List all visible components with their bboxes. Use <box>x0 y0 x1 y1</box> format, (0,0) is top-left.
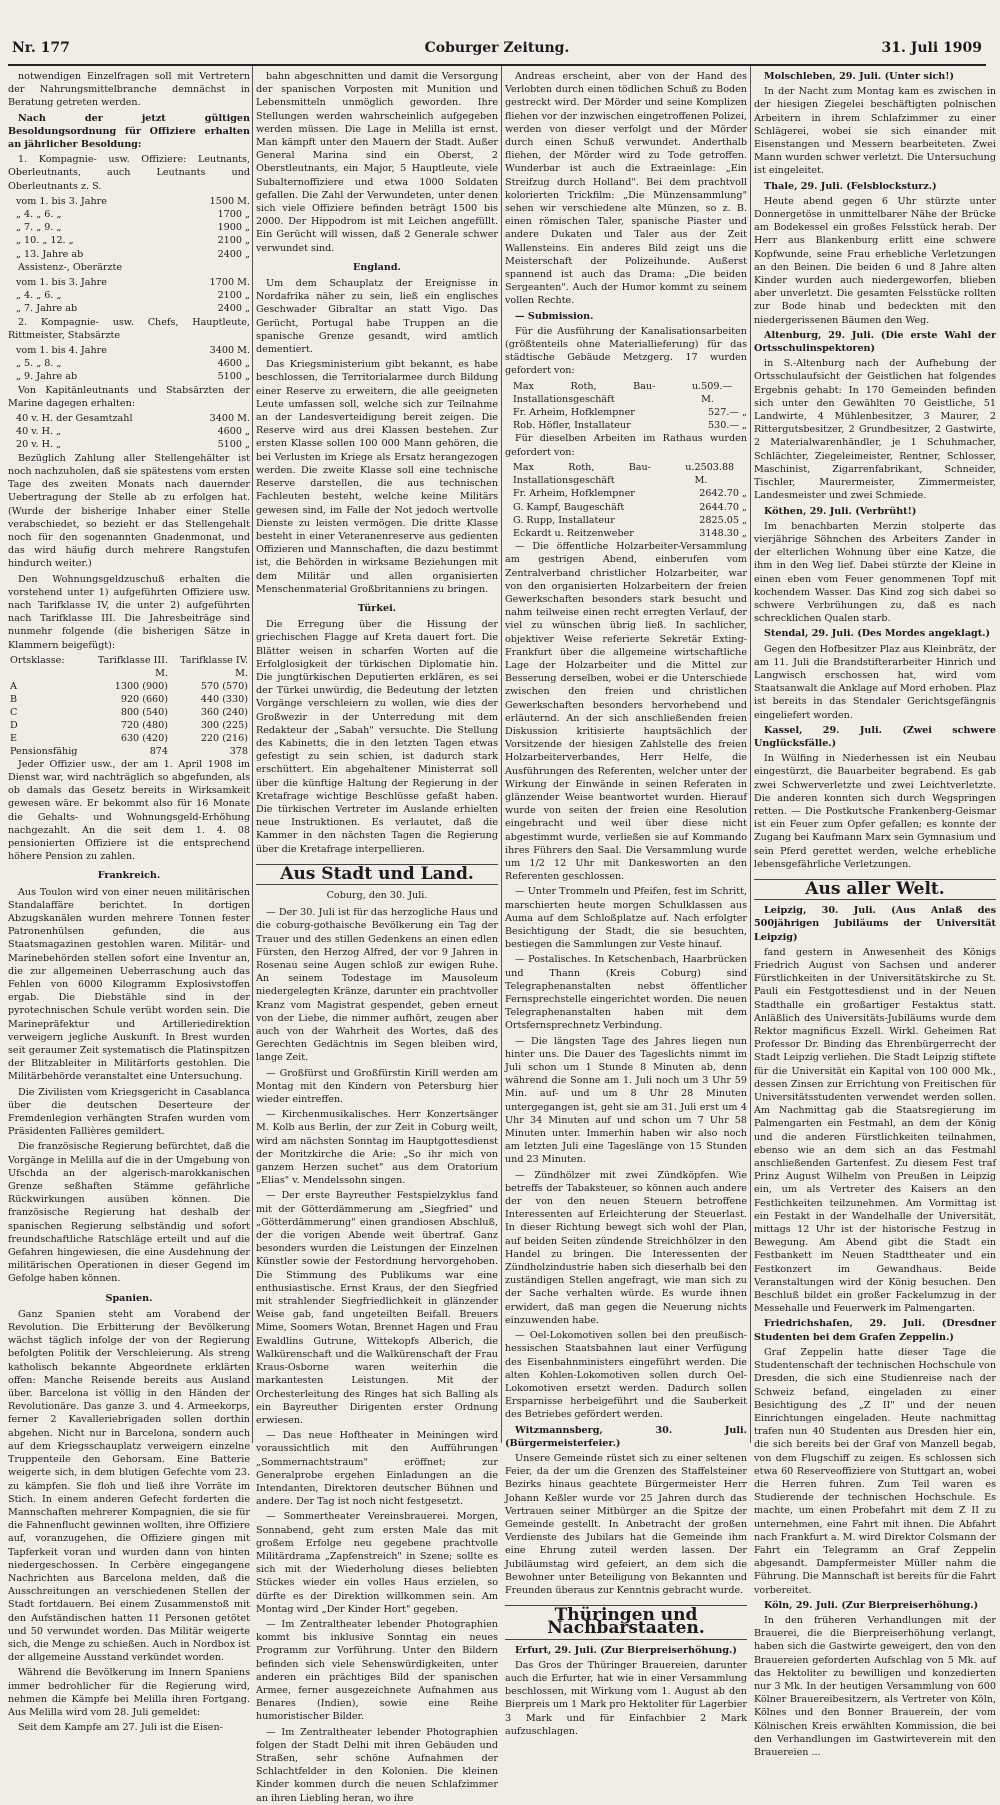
table-header-row: Ortsklasse: Tarifklasse III. Tarifklasse IV. <box>10 654 248 666</box>
article-heading: — Submission. <box>515 310 594 322</box>
issue-number: Nr. 177 <box>12 40 70 56</box>
salary-row: „ 7. Jahre ab 2400 „ <box>16 303 250 315</box>
paragraph: Ganz Spanien steht am Vorabend der Revolution. Die Erbitterung der Bevölkerung wächst täglich infolge der von der Regierung befolgten Politik der Verschleierung. Als streng katholisch bekannte Abgeordnete erklärten offen: Manche Reisende bereits aus Ausland über. Barcelona ist völlig in den Händen der Revolutionäre. Das ganze 3. und 4. Armeekorps, ferner 2 Kavalleriebrigaden sollen dorthin abgehen. Nicht nur in Barcelona, sondern auch auf dem Kriegsschauplatz verweigern einzelne Truppenteile den Gehorsam. Eine Batterie weigerte sich, in dem blutigen Gefechte vom 23. zu kämpfen. Sie floh und ließ ihre Vorräte im Stich. In einem anderen Gefecht forderten die Mannschaften mehrerer Kompagnien, die sie für die Fahnenflucht gewinnen wollten, ihre Offiziere auf, voranzugehen, die Offiziere gingen mit Tapferkeit voran und wurden dann von hinten niedergeschossen. In Cerbère eingegangene Nachrichten aus Barcelona melden, daß die Ausschreitungen an verschiedenen Stellen der Stadt fortdauern. Bei einem Zusammenstoß mit den Aufständischen hatten 11 Personen getötet und 50 verwundet worden. Das Militär weigerte sich, die Menge zu schießen. Auch in Nordbox ist der allgemeine Ausstand verkündet worden. <box>8 1308 250 1664</box>
article-heading: Molschleben, 29. Juli. (Unter sich!) <box>764 71 955 82</box>
paragraph: bahn abgeschnitten und damit die Versorgung der spanischen Vorposten mit Munition und Lebensmitteln unmöglich geworden. Ihre Stellungen werden wahrscheinlich aufgegeben werden müssen. Die Lage in Melilla ist ernst. Man kämpft unter den Mauern der Stadt. Außer General Marina sind ein Oberst, 2 Oberstleutnants, ein Major, 5 Hauptleute, viele Subalternoffiziere und etwa 1000 Soldaten gefallen. Die Zahl der Verwundeten, unter denen sich viele Offiziere befinden beträgt 1500 bis 2000. Der Hippodrom ist mit Leichen angefüllt. Ein Gerücht will wissen, daß 2 Generale schwer verwundet sind. <box>256 71 498 254</box>
column-1 <box>8 70 250 1734</box>
section-heading-frankreich: Frankreich. <box>97 870 161 882</box>
column-4 <box>754 70 996 1758</box>
bid-row: G. Kampf, Baugeschäft 2644.70 „ <box>513 501 747 513</box>
section-title-aus-aller-welt: Aus aller Welt. <box>754 879 996 900</box>
article-heading: Kassel, 29. Juli. (Zwei schwere Unglücksfälle.) <box>754 724 996 749</box>
paragraph: Bezüglich Zahlung aller Stellengehälter ist noch nachzuholen, daß sie spätestens vom ersten Tage des zweiten Monats nach dauernder Uebertragung der Stelle ab zu erfolgen hat. (Wurde der bisherige Inhaber einer Stelle verabschiedet, so bezieht er das Stellengehalt noch für den sogenannten Gnadenmonat, und das wird häufig durch mehrere Rangstufen hindurch weiter.) <box>8 452 250 570</box>
paragraph: — Der 30. Juli ist für das herzogliche Haus und die coburg-gothaische Bevölkerung ein Tag der Trauer und des stillen Gedenkens an einen edlen Fürsten, den Herzog Alfred, der vor 9 Jahren in Rosenau seine Augen schloß zur ewigen Ruhe. An seinem Todestage im Mausoleum niedergelegten Kränze, darunter ein prachtvoller Kranz vom Magistrat gespendet, geben erneut von der Liebe, die nimmer aufhört, zeugen aber auch von der Wahrheit des Wortes, daß des Gerechten Gedächtnis im Segen bleiben wird, lange Zeit. <box>256 907 498 1064</box>
paragraph: — Der erste Bayreuther Festspielzyklus fand mit der Götterdämmerung am „Siegfried" und „Götterdämmerung" einen grandiosen Abschluß, der die vorigen Abende weit übertraf. Ganz besonders wurden die Leistungen der Einzelnen Künstler sowie der Festordnung hervorgehoben. Die Stimmung des Publikums war eine enthusiastische. Ernst Kraus, der den Siegfried mit strahlender Siegfriedlichkeit in glänzender Weise gab, fand ungeteilten Beifall. Breuers Mime, Soomers Wotan, Brennet Hagen und Frau Ewaldlins Gutrune, Wittekopfs Alberich, die Walkürenschaft und die Walkürenschaft der Frau Kraus-Osborne waren weiterhin die markantesten Leistungen. Mit der Orchesterleitung des Ringes hat sich Balling als ein Bayreuther Dirigenten erster Ordnung erwiesen. <box>256 1190 498 1426</box>
masthead <box>8 36 986 66</box>
article-heading: Nach der jetzt gültigen Besoldungsordnung für Offiziere erhalten an jährlicher Besoldung: <box>8 112 250 151</box>
column-rule <box>501 66 502 1443</box>
paragraph: In der Nacht zum Montag kam es zwischen in der hiesigen Ziegelei beschäftigten polnischen Arbeitern in ihrem Schlafzimmer zu einer Schlägerei, wobei sie sich einander mit Eisenstangen und Messern bearbeiteten. Zwei Mann wurden schwer verletzt. Die Untersuchung ist eingeleitet. <box>754 86 996 177</box>
paragraph: — Im Zentraltheater lebender Photographien kommt bis inklusive Sonntag ein neues Programm zur Vorführung. Unter den Bildern befinden sich viele Sehenswürdigkeiten, unter anderen ein prächtiges Bild der spanischen Armee, ferner ausgezeichnete Aufnahmen aus Benares (Indien), sowie eine Reihe humoristischer Bilder. <box>256 1618 498 1723</box>
paragraph: Unsere Gemeinde rüstet sich zu einer seltenen Feier, da der um die Grenzen des Staffelsteiner Bezirks hinaus geachtete Bürgermeister Herr Johann Keßler wurde vor 25 Jahren durch das Vertrauen seiner Mitbürger an die Spitze der Gemeinde gestellt. In Anbetracht der großen Verdienste des Jubilars hat die Gemeinde ihm eine Ehrung zuteil werden lassen. Der Jubiläumstag wird gefeiert, an dem sich die Bewohner unter Beteiligung von Bekannten und Freunden überaus zur Kenntnis gebracht wurde. <box>505 1452 747 1596</box>
article-heading: Köthen, 29. Juli. (Verbrüht!) <box>764 505 917 517</box>
column-rule <box>252 66 253 1443</box>
paragraph: Die französische Regierung befürchtet, daß die Vorgänge in Melilla auf die in der Umgebung von Ufschda an der algerisch-marokkanischen Grenze seßhaften Stämme gefährliche Rückwirkungen ausüben können. Die französische Regierung hat deshalb der spanischen Regierung selbständig und sofort freundschaftliche Ratschläge erteilt und auf die Gefahren hingewiesen, die eine Ausdehnung der militärischen Operationen in dieser Gegend im Gefolge haben können. <box>8 1141 250 1285</box>
bid-row: Rob. Höfler, Installateur 530.— „ <box>513 420 747 432</box>
paragraph: Während die Bevölkerung im Innern Spaniens immer bedrohlicher für die Regierung wird, nehmen die Kämpfe bei Melilla ihren Fortgang. Aus Melilla wird vom 28. Juli gemeldet: <box>8 1667 250 1718</box>
paragraph: Graf Zeppelin hatte dieser Tage die Studentenschaft der technischen Hochschule von Dresden, die sich eine Studienreise nach der Schweiz befand, eingeladen zu einer Besichtigung des „Z II" und der neuen Einrichtungen eingeladen. Heute nachmittag trafen nun 40 Studenten aus Dresden hier ein, die sich bereits bei der Graf von Manzell begab, von dem Flugschiff zu zeigen. Es schlossen sich etwa 60 Reserveoffiziere von Stuttgart an, wobei die Herren fuhren. Zum Teil waren es Studierende der technischen Hochschule. Es machte, um einen Probefahrt mit dem Z II zu unternehmen, eine Fahrt mit ihnen. Die Abfahrt nach Frankfurt a. M. wird Direktor Colsmann der Fahrt ein Telegramm an Graf Zeppelin abgesandt. Dampfermeister Müller nahm die Führung. Die Mannschaft ist bereits für die Fahrt vorbereitet. <box>754 1346 996 1596</box>
salary-row: „ 5. „ 8. „ 4600 „ <box>16 358 250 370</box>
paragraph: Das Gros der Thüringer Brauereien, darunter auch die Erfurter, hat wie in einer Versammlung beschlossen, mit Wirkung vom 1. August ab den Bierpreis um 1 Mark pro Hektoliter für Lagerbier 3 Mark und für Einfachbier 2 Mark aufzuschlagen. <box>505 1659 747 1737</box>
bid-row: Fr. Arheim, Hofklempner 2642.70 „ <box>513 488 747 500</box>
paragraph: Um dem Schauplatz der Ereignisse in Nordafrika näher zu sein, ließ ein englisches Geschwader Gibraltar an statt Vigo. Das Gerücht, Portugal habe Truppen an die spanische Grenze gesandt, wird amtlich dementiert. <box>256 278 498 356</box>
salary-list <box>8 276 250 316</box>
paragraph: Aus Toulon wird von einer neuen militärischen Standalaffäre berichtet. In dortigen Abzugskanälen wurden mehrere Tonnen fester Patronenhülsen gefunden, die aus Staatsmagazinen gestohlen waren. Militär- und Marinebehörden stellen sofort eine Inventur an, die zur allgemeinen Ueberraschung auch das Fehlen von 6000 Kilogramm Explosivstoffen ergab. Die Diebstähle sind in der pyrotechnischen Schule verübt worden sein. Die Marinepräfektur und Artilleriedirektion verweigern jegliche Auskunft. In Brest wurden seit geraumer Zeit systematisch die Platinspitzen der Blitzableiter in Militärforts gestohlen. Die Militärbehörde veranstaltet eine Untersuchung. <box>8 886 250 1083</box>
paragraph: Von Kapitänleutnants und Stabsärzten der Marine dagegen erhalten: <box>8 384 250 409</box>
paragraph: In den früheren Verhandlungen mit der Brauerei, die die Bierpreiserhöhung verlangt, haben sich die Gastwirte geweigert, den von den Brauereien geforderten Aufschlag von 5 Mk. auf das Hektoliter zu bewilligen und konzedierten nur 3 Mk. In der heutigen Versammlung von 600 Kölner Brauereibesitzern, als Vertreter von Köln, Kölnes und den Bonner Brauerein, der vom Kölnischen Kreis erwählten Kommission, die bei den Verhandlungen im Gastwirteverein mit den Brauereien ... <box>754 1614 996 1758</box>
article-heading: Erfurt, 29. Juli. (Zur Bierpreiserhöhung.) <box>515 1644 737 1656</box>
article-heading: Stendal, 29. Juli. (Des Mordes angeklagt.) <box>764 628 991 640</box>
section-heading-tuerkei: Türkei. <box>357 602 397 614</box>
paragraph: In Wülfing in Niederhessen ist ein Neubau eingestürzt, die Bauarbeiter begrabend. Es gab zwei Schwerverletzte und zwei Leichtverletzte. Die anderen konnten sich durch Wegspringen retten. — Die Postkutsche Frankenberg-Geismar ist ein Feuer zum Opfer gefallen; es konnte der Zugang bei Kaufmann Marx sein Gymnasium und sein Pferd gerettet werden, welche erhebliche lebensgefährliche Verletzungen. <box>754 753 996 870</box>
salary-row: vom 1. bis 4. Jahre 3400 M. <box>16 345 250 357</box>
paragraph: — Oel-Lokomotiven sollen bei den preußisch-hessischen Staatsbahnen laut einer Verfügung des Eisenbahnministers eingeführt werden. Die alten Kohlen-Lokomotiven sollen durch Oel-Lokomotiven ersetzt werden. Dadurch sollen Ersparnisse herbeigeführt und die Sauberkeit des Betriebes gefördert werden. <box>505 1330 747 1421</box>
salary-row: „ 7. „ 9. „ 1900 „ <box>16 222 250 234</box>
bid-row: Max Roth, Bau- u. Installationsgeschäft 509.— M. <box>513 380 733 405</box>
salary-row: 40 v. H. „ 4600 „ <box>16 426 250 438</box>
paragraph: — Großfürst und Großfürstin Kirill werden am Montag mit den Kindern von Petersburg hier wieder eintreffen. <box>256 1067 498 1106</box>
paragraph: Im benachbarten Merzin stolperte das vierjährige Söhnchen des Arbeiters Zander in der elterlichen Wohnung über eine Katze, die ihm in den Weg lief. Dabei stürzte der Kleine in einen eben vom Feuer genommenen Topf mit kochendem Wasser. Das Kind zog sich dabei so schwere Verbrühungen zu, daß es nach schrecklichen Qualen starb. <box>754 520 996 625</box>
salary-row: „ 4. „ 6. „ 2100 „ <box>16 290 250 302</box>
section-title-stadt-und-land: Aus Stadt und Land. <box>256 864 498 885</box>
salary-row: „ 9. Jahre ab 5100 „ <box>16 371 250 383</box>
bid-list <box>505 461 747 540</box>
salary-row: 20 v. H. „ 5100 „ <box>16 439 250 451</box>
salary-row: „ 4. „ 6. „ 1700 „ <box>16 209 250 221</box>
salary-list <box>8 412 250 452</box>
salary-row: vom 1. bis 3. Jahre 1500 M. <box>16 195 250 207</box>
paragraph: Gegen den Hofbesitzer Plaz aus Kleinbrätz, der am 11. Juli die Brandstifterarbeiter Hinrich und Langwisch erschossen hat, wird vom Staatsanwalt die Anklage auf Mord erhoben. Plaz ist bereits in das Stendaler Gerichtsgefängnis eingeliefert worden. <box>754 643 996 721</box>
column-rule <box>750 66 751 1443</box>
section-heading-spanien: Spanien. <box>105 1292 153 1304</box>
paragraph: in S.-Altenburg nach der Aufhebung der Ortsschulaufsicht der Geistlichen hat folgendes Ergebnis gehabt: In 170 Gemeinden befinden sich unter den Gewählten 70 Geistliche, 51 Landwirte, 4 Mühlenbesitzer, 3 Maurer, 2 Rittergutsbesitzer, 2 Grundbesitzer, 2 Gastwirte, 2 Materialwarenhändler, je 1 Schuhmacher, Schlächter, Ziegeleimeister, Rentner, Schlosser, Maschinist, Zigarrenfabrikant, Schneider, Tischler, Maurermeister, Zimmermeister, Landesmeister und zwei Schmiede. <box>754 358 996 502</box>
salary-row: vom 1. bis 3. Jahre 1700 M. <box>16 277 250 289</box>
paragraph: — Die längsten Tage des Jahres liegen nun hinter uns. Die Dauer des Tageslichts nimmt im Juli schon um 1 Stunde 8 Minuten ab, denn während die Sonne am 1. Juli noch um 3 Uhr 59 Min. auf- und um 8 Uhr 28 Minuten untergegangen ist, geht sie am 31. Juli erst um 4 Uhr 34 Minuten auf und schon um 7 Uhr 58 Minuten unter. Immerhin haben wir also noch am letzten Juli eine Tageslänge von 15 Stunden und 23 Minuten. <box>505 1035 747 1166</box>
table-row: B 920 (660) 440 (330) <box>10 693 248 705</box>
paragraph: — Kirchenmusikalisches. Herr Konzertsänger M. Kolb aus Berlin, der zur Zeit in Coburg weilt, wird am nächsten Sonntag im Hauptgottesdienst der Moritzkirche die Arie: „So ihr mich von ganzem Herzen suchet" aus dem Oratorium „Elias" v. Mendelssohn singen. <box>256 1109 498 1187</box>
paragraph: Die Erregung über die Hissung der griechischen Flagge auf Kreta dauert fort. Die Blätter weisen in scharfen Worten auf die Erfolglosigkeit der türkischen Diplomatie hin. Die jungtürkischen Deputierten erklären, es sei der Türkei unwürdig, die Bedeutung der letzten Vorgänge verschleiern zu wollen, wie dies der Großwezir in der Unterredung mit dem Redakteur der „Sabah" versuchte. Die Stellung des Kabinetts, die in den letzten Tagen etwas gefestigt zu sein schien, ist dadurch stark erschüttert. Ein abgehaltener Ministerrat soll über die künftige Haltung der Regierung in der Kretafrage wichtige Beschlüsse gefaßt haben. Die türkischen Vertreter im Auslande erhielten neue Instruktionen. Es verlautet, daß die Kammer in den nächsten Tagen die Regierung über die Kretafrage interpellieren. <box>256 619 498 855</box>
paragraph: Den Wohnungsgeldzuschuß erhalten die vorstehend unter 1) aufgeführten Offiziere usw. nach Tarifklasse IV, die unter 2) aufgeführten nach Tarifklasse III. Die Jahresbeiträge sind nunmehr folgende (die bisherigen Sätze in Klammern beigefügt): <box>8 573 250 651</box>
section-title-thueringen: Thüringen und Nachbarstaaten. <box>505 1605 747 1639</box>
bid-row: Fr. Arheim, Hofklempner 527.— „ <box>513 407 747 419</box>
table-footer-row: Pensionsfähig 874 378 <box>10 745 248 757</box>
newspaper-title: Coburger Zeitung. <box>424 40 570 56</box>
article-heading: Altenburg, 29. Juli. (Die erste Wahl der Ortsschulinspektoren) <box>754 329 996 355</box>
paragraph: Für dieselben Arbeiten im Rathaus wurden gefordert von: <box>505 433 747 458</box>
paragraph: Die Zivilisten vom Kriegsgericht in Casablanca über die deutschen Deserteure der Fremdenlegion verhängten Strafen wurden vom Präsidenten Fallières gemildert. <box>8 1086 250 1138</box>
paragraph: notwendigen Einzelfragen soll mit Vertretern der Nahrungsmittelbranche demnächst in Beratung getreten werden. <box>8 71 250 109</box>
paragraph: fand gestern in Anwesenheit des Königs Friedrich August von Sachsen und anderer Fürstlichkeiten in der Universitätskirche zu St. Pauli ein Festgottesdienst und in der Neuen Stadthalle ein großartiger Festaktus statt. Anläßlich des Universitäts-Jubiläums wurde dem Rektor magnificus Exzell. Wirkl. Geheimen Rat Professor Dr. Binding das Ehrenbürgerrecht der Stadt Leipzig verliehen. Die Stadt Leipzig stiftete für die Universität ein Kapital von 100 000 Mk., dessen Zinsen zur Errichtung von Freitischen für Universitätsstudenten verwendet werden sollen. Am Nachmittag gab die Staatsregierung im Palmengarten ein Festmahl, an dem der König und die anderen Fürstlichkeiten teilnahmen, ebenso wie an dem sich an das Festmahl anschließenden Gartenfest. Zu diesem Fest traf Prinz August Wilhelm von Preußen in Leipzig ein, um als Vertreter des Kaisers an den Festlichkeiten teilzunehmen. Am Vormittag ist ein Festakt in der Wandelhalle der Universität, mittags 12 Uhr ist der historische Festzug in Bewegung. Am Abend gibt die Stadt ein Festbankett im Neuen Stadttheater und ein Festkonzert im Gewandhaus. Beide Veranstaltungen wird der König besuchen. Den Beschluß bildet ein großer Fackelumzug in der Messehalle und Feuerwerk im Palmengarten. <box>754 946 996 1315</box>
table-row: E 630 (420) 220 (216) <box>10 732 248 744</box>
article-heading: Leipzig, 30. Juli. (Aus Anlaß des 500jährigen Jubiläums der Universität Leipzig) <box>754 905 996 943</box>
salary-list <box>8 344 250 384</box>
column-3 <box>505 70 747 1737</box>
table-row: A 1300 (900) 570 (570) <box>10 680 248 692</box>
salary-row: 40 v. H. der Gesamtzahl 3400 M. <box>16 413 250 425</box>
paragraph: 2. Kompagnie- usw. Chefs, Hauptleute, Rittmeister, Stabsärzte <box>8 316 250 341</box>
table-unit-row: M. M. <box>155 667 248 679</box>
table-row: C 800 (540) 360 (240) <box>10 706 248 718</box>
paragraph: Seit dem Kampfe am 27. Juli ist die Eisen- <box>18 1722 223 1734</box>
paragraph: Heute abend gegen 6 Uhr stürzte unter Donnergetöse in unmittelbarer Nähe der Brücke am Bodekessel ein großes Felsstück herab. Der Herr aus Blankenburg erlitt eine schwere Kopfwunde, seine Frau erhebliche Verletzungen an den Beinen. Die beiden 6 und 8 Jahre alten Kinder wurden auch niedergeworfen, blieben aber unverletzt. Die gesamten Felsstücke rollten zur Bode hinab und bedeckten mit den niedergerissenen Bäumen den Weg. <box>754 195 996 326</box>
paragraph: — Im Zentraltheater lebender Photographien folgen der Stadt Delhi mit ihren Gebäuden und Straßen, sehr schöne Aufnahmen der Schlachtfelder in den Kolonien. Die kleinen Kinder kommen durch die neuen Schlafzimmer an ihren Liebling heran, wo ihre <box>256 1726 498 1804</box>
salary-list <box>8 195 250 261</box>
section-heading-england: England. <box>353 261 401 273</box>
paragraph: Assistenz-, Oberärzte <box>18 261 123 273</box>
bid-list <box>505 380 747 433</box>
article-heading: Köln, 29. Juli. (Zur Bierpreiserhöhung.) <box>764 1599 979 1611</box>
bid-row: Max Roth, Bau- u. Installationsgeschäft 2503.88 M. <box>513 461 735 487</box>
salary-row: „ 13. Jahre ab 2400 „ <box>16 248 250 260</box>
paragraph: Jeder Offizier usw., der am 1. April 1908 im Dienst war, wird nachträglich so abgefunden, als ob damals das Gesetz bereits in Wirksamkeit gewesen wäre. Er bekommt also für 16 Monate die Gehalts- und Wohnungsgeld-Erhöhung nachgezahlt. An die seit dem 1. 4. 08 pensionierten Offiziere ist die entsprechend höhere Pension zu zahlen. <box>8 758 250 863</box>
paragraph: 1. Kompagnie- usw. Offiziere: Leutnants, Oberleutnants, auch Leutnants und Oberleutnants z. S. <box>8 154 250 192</box>
table-row: D 720 (480) 300 (225) <box>10 719 248 731</box>
article-heading: Witzmannsberg, 30. Juli. (Bürgermeisterfeier.) <box>505 1424 747 1449</box>
paragraph: — Das neue Hoftheater in Meiningen wird voraussichtlich mit den Aufführungen „Sommernachtstraum" eröffnet; zur Generalprobe ergehen Einladungen an die Intendanten, Direktoren deutscher Bühnen und andere. Der Tag ist noch nicht festgesetzt. <box>256 1430 498 1508</box>
paragraph: Das Kriegsministerium gibt bekannt, es habe beschlossen, die Territorialarmee durch Bildung einer Reserve zu erweitern, die alle geeigneten Leute umfassen soll, welche sich zur Teilnahme an der Landesverteidigung bereit zeigen. Die Reserve wird aus drei Klassen bestehen. Zur ersten Klasse sollen 100 000 Mann gehören, die bei Verlusten im Kriege als Ersatz herangezogen werden. Die zweite Klasse soll eine technische Reserve darstellen, die aus technischen Fachleuten besteht, welche keine Militärs gewesen sind, im Falle der Not jedoch wertvolle Dienste zu leisten vermögen. Die dritte Klasse besteht in einer Veteranenreserve aus gedienten Offizieren und Mannschaften, die dazu bestimmt ist, die Behörden in wirksame Beziehungen mit dem Militär und allen organisierten Menschenmaterial Großbritanniens zu bringen. <box>256 359 498 595</box>
paragraph: Andreas erscheint, aber von der Hand des Verlobten durch einen tödlichen Schuß zu Boden gestreckt wird. Der Mörder und seine Komplizen fliehen vor der inzwischen eingetroffenen Polizei, werden von dieser verfolgt und der Mörder durch einen Schuß verwundet. Anderthalb fliehen, der Mörder wird zu Tode getroffen. Wunderbar ist auch die Extraeinlage: „Ein Streifzug durch Holland". Bei dem prachtvoll kolorierten Trickfilm: „Die Münzensammlung" sehen wir verschiedene alte Münzen, so z. B. einen römischen Taler, spanische Piaster und andere Dukaten und Taler aus der Zeit Wallensteins. Ein anderes Bild zeigt uns die Meisterschaft der Polizeihunde. Außerst spannend ist auch das Drama: „Die beiden Sergeanten". Auch der Humor kommt zu seinem vollen Rechte. <box>505 71 747 307</box>
column-2 <box>256 70 498 1804</box>
paragraph: — Zündhölzer mit zwei Zündköpfen. Wie betreffs der Tabaksteuer, so können auch andere der von den neuen Steuern betroffene Interessenten auf Erleichterung der Steuerlast. In dieser Richtung bewegt sich wohl der Plan, auf beiden Seiten zündende Streichhölzer in den Handel zu bringen. Die Interessenten der Zündholzindustrie haben sich dieserhalb bei den zuständigen Stellen angefragt, wie man sich zu der Sache verhalten würde. Es wurde ihnen erwidert, daß man gegen die Neuerung nichts einzuwenden habe. <box>505 1169 747 1326</box>
housing-allowance-table <box>8 654 250 758</box>
article-heading: Friedrichshafen, 29. Juli. (Dresdner Studenten bei dem Grafen Zeppelin.) <box>754 1318 996 1343</box>
paragraph: — Sommertheater Vereinsbrauerei. Morgen, Sonnabend, geht zum ersten Male das mit großem Erfolge neu gegebene prachtvolle Militärdrama „Zapfenstreich" in Szene; sollte es sich mit der Wiederholung dieses beliebten Stückes wieder ein volles Haus erzielen, so dürfte es der Direktion willkommen sein. Am Montag wird „Der Kinder Hort" gegeben. <box>256 1511 498 1615</box>
paragraph: — Die öffentliche Holzarbeiter-Versammlung am gestrigen Abend, einberufen vom Zentralverband christlicher Holzarbeiter, war von den organisierten Holzarbeitern der freien Gewerkschaften besonders stark besucht und nahm teilweise einen recht erregten Verlauf, der viel zu wünschen übrig ließ. In sachlicher, objektiver Weise referierte Sekretär Exting-Frankfurt über die allgemeine wirtschaftliche Lage der Holzarbeiter und die Mittel zur Besserung derselben, wobei er die Unterschiede zwischen den freien und christlichen Gewerkschaften besonders hervorhebend und erläuternd. An der sich anschließenden freien Diskussion kritisierte hauptsächlich der Vorsitzende der hiesigen Zahlstelle des freien Holzarbeiterverbandes, Herr Helfe, die Ausführungen des Referenten, welcher unter der Wirkung der Einwände in seinen Referaten in glänzender Weise beantwortet wurden. Hierauf wurde von seiten der freien eine Resolution eingebracht und weil über diese nicht abgestimmt wurde, verließen sie auf Kommando ihres Führers den Saal. Die Versammlung wurde um 1/2 12 Uhr mit Dankesworten an den Referenten geschlossen. <box>505 541 747 883</box>
dateline: Coburg, den 30. Juli. <box>326 889 428 901</box>
paragraph: — Postalisches. In Ketschenbach, Haarbrücken und Thann (Kreis Coburg) sind Telegraphenanstalten nebst öffentlicher Fernsprechstelle eingerichtet worden. Die neuen Telegraphenanstalten haben mit dem Ortsfernsprechnetz Verbindung. <box>505 954 747 1032</box>
bid-row: G. Rupp, Installateur 2825.05 „ <box>513 514 747 526</box>
article-heading: Thale, 29. Juli. (Felsblocksturz.) <box>764 180 937 192</box>
salary-row: „ 10. „ 12. „ 2100 „ <box>16 235 250 247</box>
issue-date: 31. Juli 1909 <box>881 40 982 56</box>
paragraph: — Unter Trommeln und Pfeifen, fest im Schritt, marschierten heute morgen Schulklassen aus Auma auf dem Schloßplatze auf. Nach erfolgter Besichtigung der Stadt, die sie besuchten, bestiegen die Sammlungen zur Veste hinauf. <box>505 886 747 951</box>
bid-row: Eckardt u. Reitzenweber 3148.30 „ <box>513 527 747 539</box>
paragraph: Für die Ausführung der Kanalisationsarbeiten (größtenteils ohne Materiallieferung) für das städtische Gebäude Metzgerg. 17 wurden gefordert von: <box>505 325 747 377</box>
